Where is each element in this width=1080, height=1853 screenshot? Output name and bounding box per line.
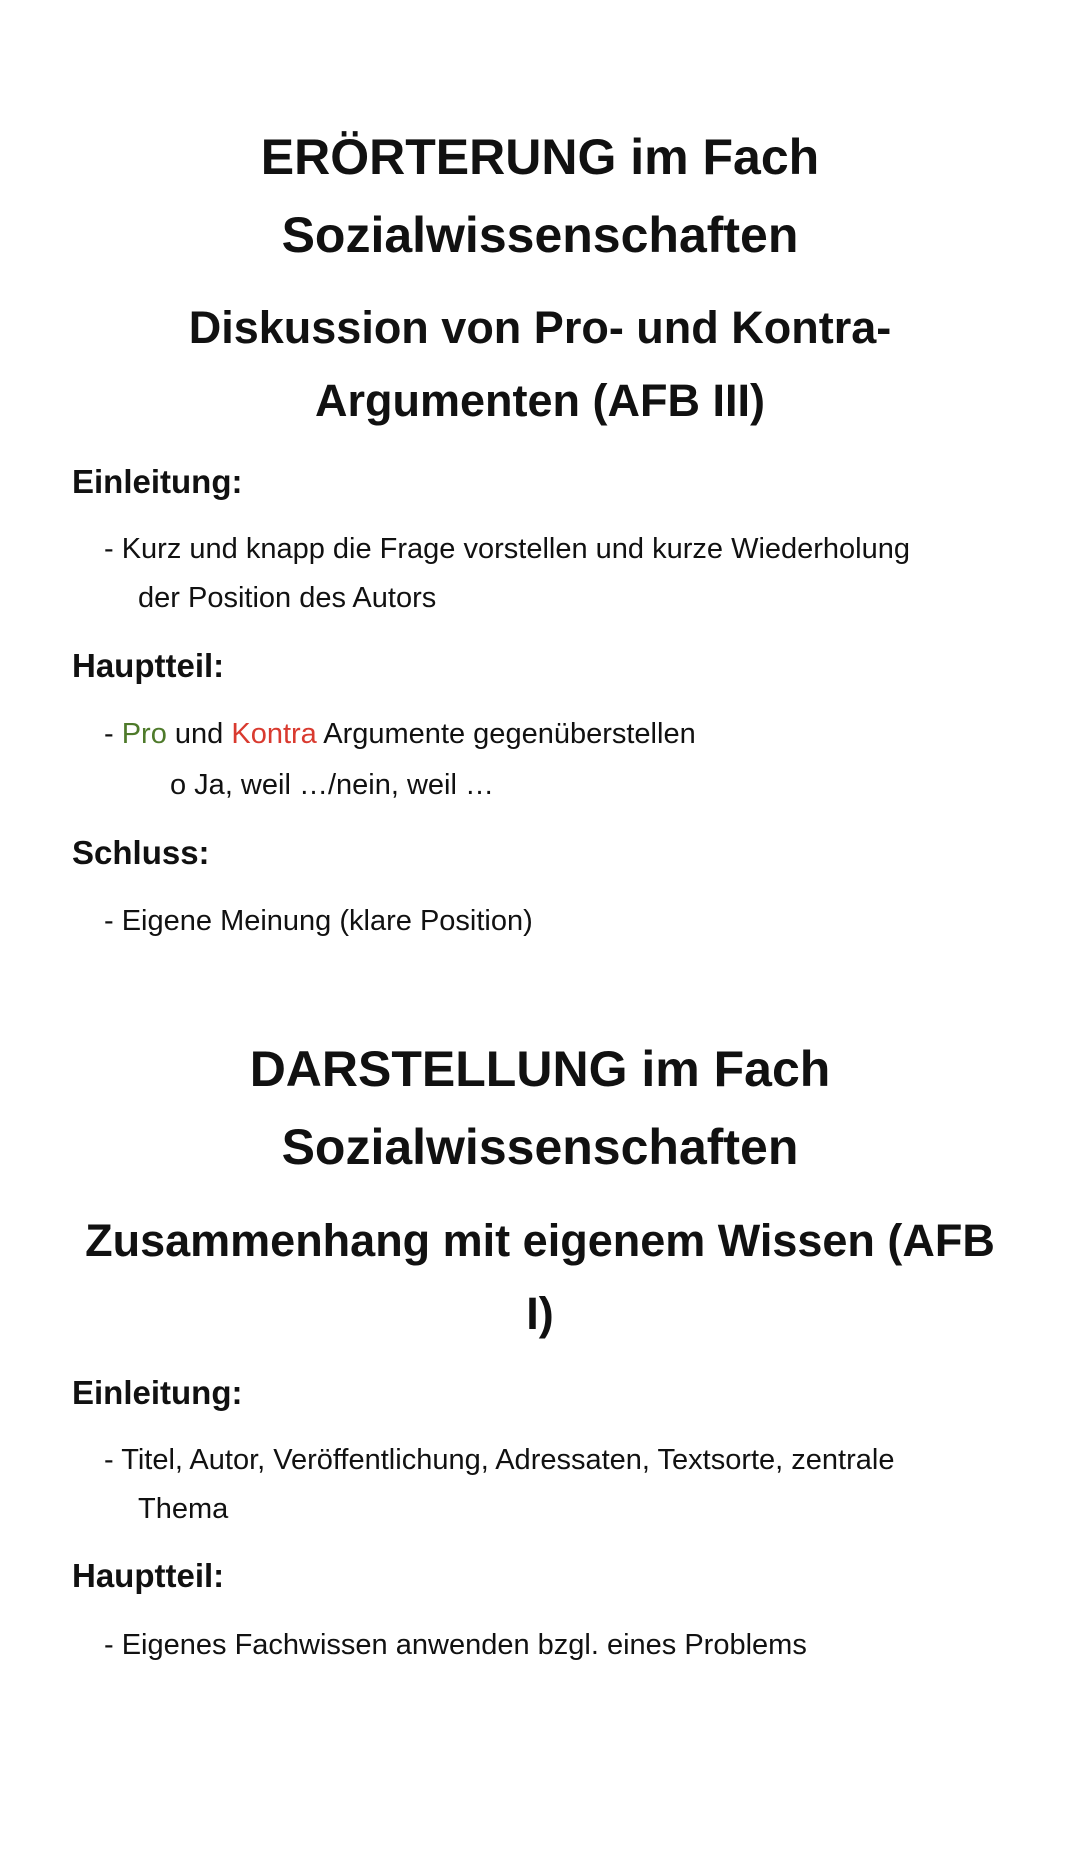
- section2-subtitle-line1: Zusammenhang mit eigenem Wissen (AFB: [85, 1215, 995, 1266]
- kontra-word: Kontra: [231, 718, 317, 750]
- section1-subtitle-line2: Argumenten (AFB III): [315, 375, 765, 426]
- section1-hauptteil-subitem: o Ja, weil …/nein, weil …: [170, 769, 494, 801]
- section2-title-line1: DARSTELLUNG im Fach: [249, 1041, 831, 1097]
- section1-einleitung-bullet: [104, 525, 1004, 623]
- section1-schluss-bullet: - Eigene Meinung (klare Position): [104, 905, 533, 937]
- bullet-line2: Thema: [138, 1493, 229, 1525]
- bullet-line1: - Titel, Autor, Veröffentlichung, Adressaten, Textsorte, zentrale: [104, 1444, 895, 1476]
- section1-hauptteil-bullet: [104, 710, 1004, 759]
- section1-title-line1: ERÖRTERUNG im Fach: [260, 129, 820, 185]
- section2-subtitle-line2: I): [526, 1288, 554, 1339]
- bullet-rest: Argumente gegenüberstellen: [316, 718, 696, 750]
- bullet-line1: - Kurz und knapp die Frage vorstellen und kurze Wiederholung: [104, 533, 911, 565]
- section2-title-line2: Sozialwissenschaften: [281, 1119, 799, 1175]
- section2-einleitung-bullet: [104, 1436, 1004, 1534]
- und-word: und: [166, 718, 232, 750]
- pro-word: Pro: [121, 718, 167, 750]
- section2-hauptteil-heading: Hauptteil:: [72, 1557, 225, 1594]
- section1-title-line2: Sozialwissenschaften: [281, 207, 799, 263]
- bullet-line2: der Position des Autors: [138, 582, 437, 614]
- section1-hauptteil-heading: Hauptteil:: [72, 647, 225, 684]
- section1-schluss-heading: Schluss:: [72, 834, 210, 871]
- section1-subtitle-line1: Diskussion von Pro- und Kontra-: [188, 302, 892, 353]
- section2-einleitung-heading: Einleitung:: [72, 1374, 243, 1411]
- bullet-prefix: -: [104, 718, 122, 750]
- section2-hauptteil-bullet: - Eigenes Fachwissen anwenden bzgl. eines Problems: [104, 1629, 807, 1661]
- section1-einleitung-heading: Einleitung:: [72, 463, 243, 500]
